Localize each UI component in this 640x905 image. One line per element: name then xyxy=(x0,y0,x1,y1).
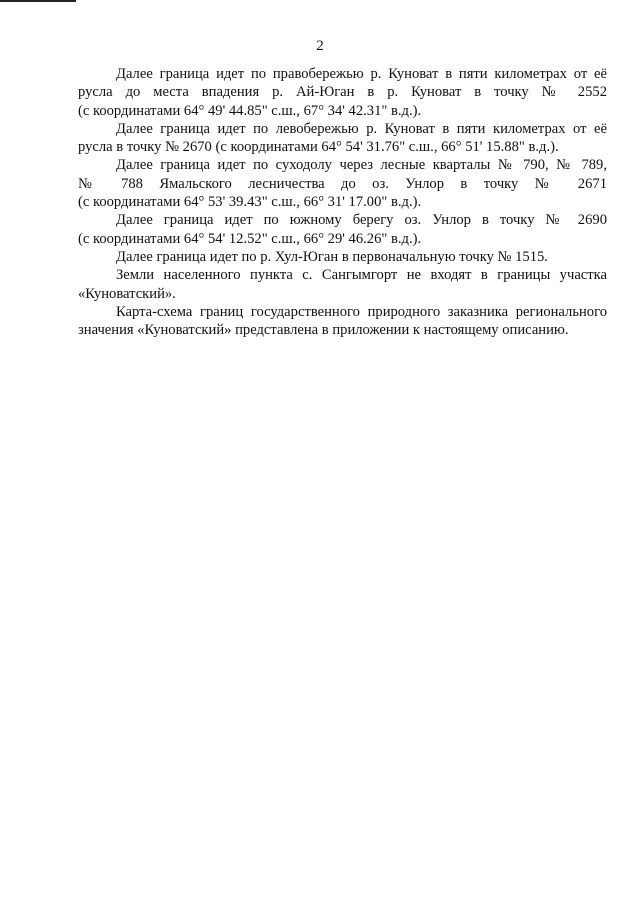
paragraph-boundary-kunovat-left-bank xyxy=(78,120,607,157)
text-line: Далее граница идет по левобережью р. Куноват в пяти километрах от её xyxy=(116,120,607,137)
paragraph-boundary-lake-unlor xyxy=(78,211,607,248)
text-line: (с координатами 64° 54' 12.52" с.ш., 66° 29' 46.26" в.д.). xyxy=(78,230,422,247)
paragraph-boundary-forest-quarters xyxy=(78,156,607,211)
text-line: русла в точку № 2670 (с координатами 64° 54' 31.76" с.ш., 66° 51' 15.88" в.д.). xyxy=(78,139,559,156)
scan-corner-mark xyxy=(0,0,76,2)
text-line: (с координатами 64° 53' 39.43" с.ш., 66° 31' 17.00" в.д.). xyxy=(78,194,422,211)
text-line: Далее граница идет по суходолу через лесные кварталы № 790, № 789, xyxy=(116,157,607,174)
paragraph-boundary-kunovat-right-bank xyxy=(78,65,607,120)
paragraph-map-appendix xyxy=(78,303,607,340)
text-line: Далее граница идет по р. Хул-Юган в первоначальную точку № 1515. xyxy=(116,248,548,265)
text-line: русла до места впадения р. Ай-Юган в р. Куноват в точку № 2552 xyxy=(78,84,607,101)
paragraph-sangymgort-exclusion xyxy=(78,266,607,303)
paragraph-boundary-khul-yugan xyxy=(78,248,607,266)
text-line: Далее граница идет по южному берегу оз. Унлор в точку № 2690 xyxy=(116,212,607,229)
text-line: Земли населенного пункта с. Сангымгорт не входят в границы участка xyxy=(116,267,607,284)
page-number: 2 xyxy=(316,38,324,54)
text-line: «Куноватский». xyxy=(78,285,176,302)
text-line: (с координатами 64° 49' 44.85" с.ш., 67° 34' 42.31" в.д.). xyxy=(78,102,422,119)
document-body xyxy=(78,65,607,339)
text-line: значения «Куноватский» представлена в приложении к настоящему описанию. xyxy=(78,322,569,339)
text-line: Карта-схема границ государственного природного заказника регионального xyxy=(116,303,607,320)
text-line: Далее граница идет по правобережью р. Куноват в пяти километрах от её xyxy=(116,66,607,82)
text-line: № 788 Ямальского лесничества до оз. Унлор в точку № 2671 xyxy=(78,175,607,192)
